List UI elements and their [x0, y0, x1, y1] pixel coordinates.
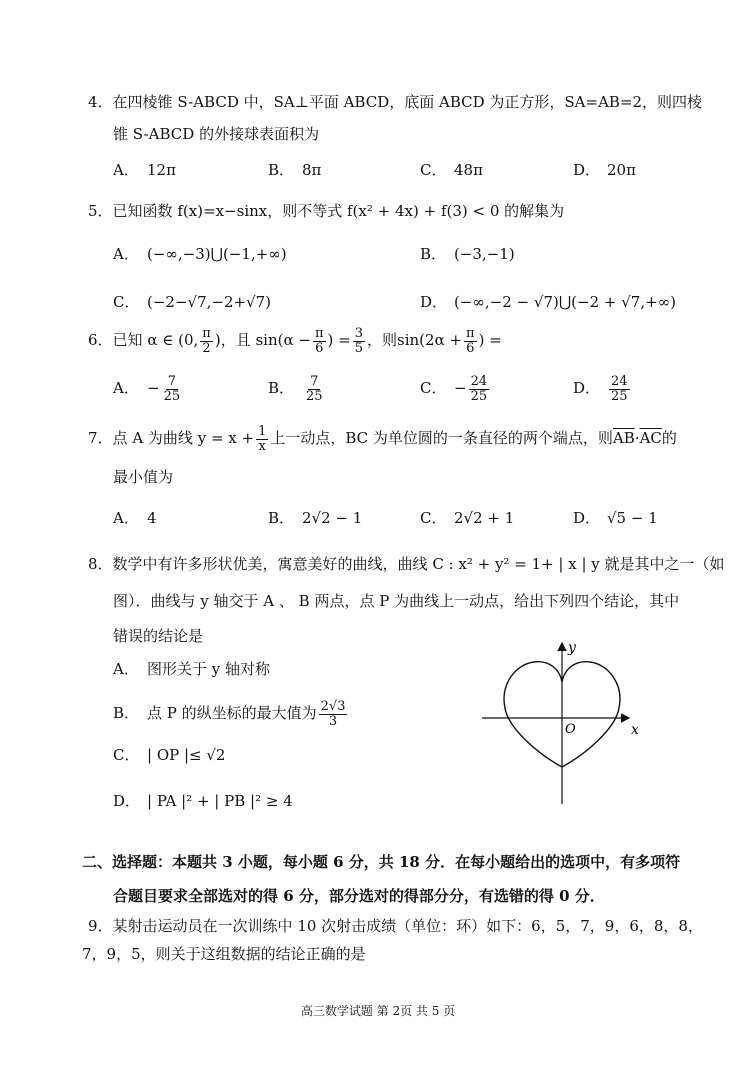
q7-stem-line2: 最小值为 — [113, 468, 174, 486]
q7-vector-ab: $\overline{AB}$ — [612, 429, 635, 448]
q7-number: 7． — [88, 429, 113, 448]
q5-option-d: D． (−∞,−2 − √7)⋃(−2 + √7,+∞) — [420, 293, 677, 311]
section2-header-line1: 二、选择题：本题共 3 小题，每小题 6 分，共 18 分．在每小题给出的选项中，有多项符 — [82, 853, 681, 871]
q8-option-d: D． | PA |² + | PB |² ≥ 4 — [113, 792, 293, 810]
y-axis-label: y — [568, 640, 576, 656]
q5-number: 5． — [88, 202, 113, 220]
q4-option-b: B． 8π — [268, 161, 322, 179]
section2-header-line2: 合题目要求全部选对的得 6 分，部分选对的得部分分，有选错的得 0 分． — [113, 887, 605, 905]
q4-stem-text: 在四棱锥 S-ABCD 中，SA⊥平面 ABCD，底面 ABCD 为正方形，SA=AB=2，则四棱 — [112, 93, 703, 111]
q7-option-c: C． 2√2 + 1 — [420, 509, 515, 527]
q5-stem — [88, 201, 564, 221]
q8-option-a: A． 图形关于 y 轴对称 — [113, 660, 271, 678]
page-footer: 高三数学试题 第 2页 共 5 页 — [300, 1004, 456, 1018]
q8-stem-line1: 8．数学中有许多形状优美，寓意美好的曲线，曲线 C : x² + y² = 1+ | x | y 就是其中之一（如 — [88, 555, 725, 573]
q5-option-a: A． (−∞,−3)⋃(−1,+∞) — [113, 245, 287, 263]
q9-stem-line2: 7，9，5，则关于这组数据的结论正确的是 — [82, 945, 366, 963]
q4-number: 4． — [88, 93, 113, 111]
q6-option-b: B． $\frac{7}{25}$ — [268, 374, 323, 404]
q6-frac-pi-2: $\frac{\pi}{2}$ — [202, 326, 211, 356]
q9-number: 9． — [88, 917, 113, 935]
q6-stem: 6．已知 α ∈ (0, $\frac{\pi}{2}$ )，且 sin(α − $\frac{\pi}{6}$ ) = $\frac{3}{5}$ ，则sin(2α + $\frac{\pi}{6}$ ) = — [88, 326, 502, 356]
heart-curve-figure — [478, 636, 648, 808]
q7-frac-1-x: $\frac{1}{x}$ — [258, 424, 267, 454]
q6-option-a: A． − $\frac{7}{25}$ — [113, 374, 181, 404]
q4-stem-line1 — [88, 92, 702, 112]
q8-number: 8． — [88, 555, 113, 573]
q4-option-a: A． 12π — [113, 161, 176, 179]
q8-option-c: C． | OP |≤ √2 — [113, 746, 226, 764]
q4-option-c: C． 48π — [420, 161, 483, 179]
q5-stem-text: 已知函数 f(x)=x−sinx，则不等式 f(x² + 4x) + f(3) < 0 的解集为 — [112, 202, 565, 220]
q6-number: 6． — [88, 331, 113, 350]
q6-frac-3-5: $\frac{3}{5}$ — [354, 326, 363, 356]
q6-frac-pi-6-a: $\frac{\pi}{6}$ — [314, 326, 324, 356]
q8-option-b: B． 点 P 的纵坐标的最大值为 $\frac{2√3}{3}$ — [113, 699, 346, 729]
q6-option-c: C． − $\frac{24}{25}$ — [420, 374, 488, 404]
q4-stem-line2: 锥 S-ABCD 的外接球表面积为 — [113, 125, 320, 143]
q6-option-d: D． $\frac{24}{25}$ — [573, 374, 628, 404]
q7-vector-ac: $\overline{AC}$ — [639, 429, 662, 448]
q4-option-d: D． 20π — [573, 161, 636, 179]
q8-stem-line2: 图）．曲线与 y 轴交于 A 、 B 两点，点 P 为曲线上一动点，给出下列四个结论，其中 — [113, 592, 680, 610]
q5-option-b: B． (−3,−1) — [420, 245, 515, 263]
q6-frac-pi-6-b: $\frac{\pi}{6}$ — [466, 326, 475, 356]
q7-option-a: A． 4 — [113, 509, 157, 527]
q7-stem-line1: 7．点 A 为曲线 y = x + $\frac{1}{x}$ 上一动点，BC 为单位圆的一条直径的两个端点，则$\overline{AB}\cdot\overline{AC}$的 — [88, 424, 677, 454]
q5-option-c: C． (−2−√7,−2+√7) — [113, 293, 272, 311]
q7-option-b: B． 2√2 − 1 — [268, 509, 363, 527]
x-axis-label: x — [631, 722, 639, 738]
q9-stem-line1: 9．某射击运动员在一次训练中 10 次射击成绩（单位：环）如下：6，5，7，9，6，8，8， — [88, 917, 703, 935]
q7-option-d: D． √5 − 1 — [573, 509, 658, 527]
origin-label: O — [565, 722, 576, 737]
q8-stem-line3: 错误的结论是 — [113, 627, 204, 645]
